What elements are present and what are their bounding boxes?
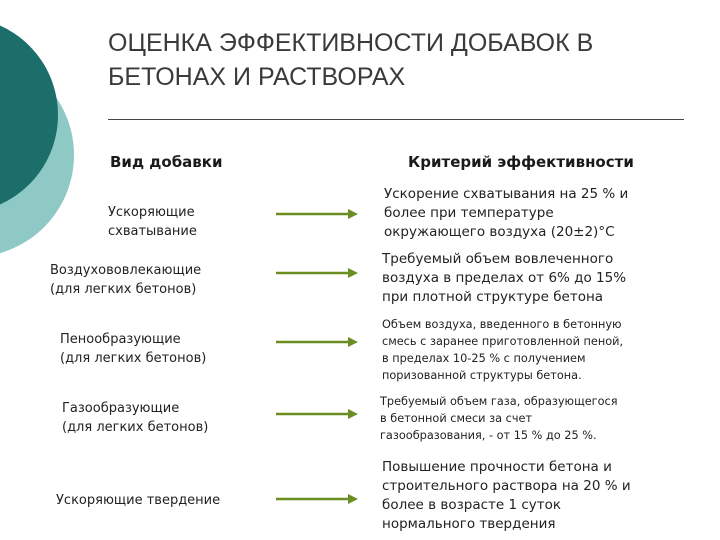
criterion-5: [382, 458, 631, 534]
criterion-1-line-3: окружающего воздуха (20±2)°С: [384, 224, 615, 240]
arrow-icon: [276, 337, 358, 347]
criterion-3-line-1: Объем воздуха, введенного в бетонную: [382, 318, 622, 331]
additive-type-1-line-1: Ускоряющие: [108, 205, 195, 220]
criterion-2-line-3: при плотной структуре бетона: [382, 289, 604, 305]
criterion-2-line-2: воздуха в пределах от 6% до 15%: [382, 270, 627, 286]
criterion-5-line-3: более в возрасте 1 суток: [382, 497, 562, 513]
additive-type-2-line-2: (для легких бетонов): [50, 282, 197, 297]
criterion-2: [382, 250, 626, 307]
additive-type-5: [56, 491, 220, 510]
criterion-2-line-1: Требуемый объем вовлеченного: [382, 251, 614, 267]
criterion-3-line-4: поризованной структуры бетона.: [382, 369, 582, 382]
arrow-icon: [276, 409, 358, 419]
additive-type-3: [60, 330, 206, 368]
additive-type-3-line-2: (для легких бетонов): [60, 351, 207, 366]
title-line-2: БЕТОНАХ И РАСТВОРАХ: [108, 63, 406, 91]
criterion-1-line-1: Ускорение схватывания на 25 % и: [384, 186, 629, 202]
criterion-4-line-2: в бетонной смеси за счет: [380, 412, 533, 425]
additive-type-4: [62, 399, 208, 437]
criterion-5-line-4: нормального твердения: [382, 516, 556, 532]
additive-type-4-line-1: Газообразующие: [62, 401, 180, 416]
title-divider: [108, 119, 684, 120]
criterion-4-line-3: газообразования, - от 15 % до 25 %.: [380, 429, 597, 442]
additive-type-1-line-2: схватывание: [108, 224, 197, 239]
criterion-3-line-3: в пределах 10-25 % с получением: [382, 352, 586, 365]
slide-title: [108, 26, 688, 94]
additive-type-1: [108, 203, 197, 241]
criterion-4-line-1: Требуемый объем газа, образующегося: [380, 395, 618, 408]
additive-type-5-line-1: Ускоряющие твердение: [56, 493, 221, 508]
criterion-1: [384, 185, 628, 242]
arrow-icon: [276, 494, 358, 504]
additive-type-4-line-2: (для легких бетонов): [62, 420, 209, 435]
title-line-1: ОЦЕНКА ЭФФЕКТИВНОСТИ ДОБАВОК В: [108, 29, 594, 57]
criterion-3: [382, 316, 623, 384]
decorative-side-shapes: [0, 0, 80, 300]
criterion-3-line-2: смесь с заранее приготовленной пеной,: [382, 335, 624, 348]
additive-type-3-line-1: Пенообразующие: [60, 332, 181, 347]
additive-type-2-line-1: Воздухововлекающие: [50, 263, 202, 278]
arrow-icon: [276, 209, 358, 219]
criterion-5-line-2: строительного раствора на 20 % и: [382, 478, 631, 494]
criterion-1-line-2: более при температуре: [384, 205, 554, 221]
header-criterion: Критерий эффективности: [408, 153, 634, 171]
additive-type-2: [50, 261, 201, 299]
header-additive-type: Вид добавки: [110, 153, 223, 171]
criterion-5-line-1: Повышение прочности бетона и: [382, 459, 612, 475]
arrow-icon: [276, 268, 358, 278]
criterion-4: [380, 393, 618, 444]
